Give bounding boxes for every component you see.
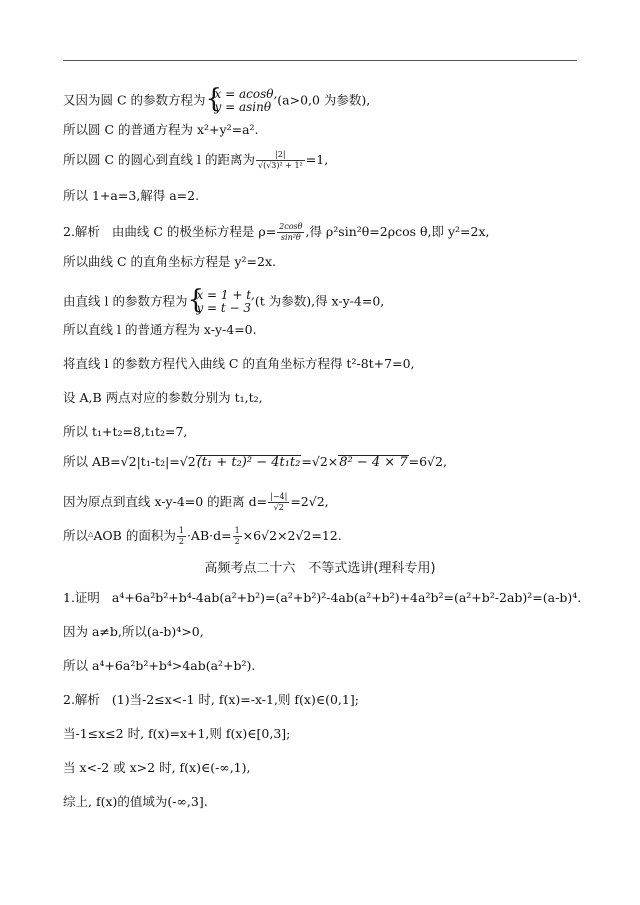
line-param-system	[187, 289, 254, 315]
p2-line10	[63, 526, 342, 547]
eq-y: y = t − 3	[196, 301, 252, 315]
text: ×6√2×2√2=12.	[242, 528, 342, 543]
p1-line3	[63, 150, 328, 171]
label: 2.解析	[63, 692, 100, 707]
text: AOB 的面积为	[93, 528, 176, 543]
text: =1,	[305, 152, 329, 167]
p2-line3	[63, 289, 384, 315]
p2-line1	[63, 222, 489, 243]
denominator: 2	[234, 537, 240, 546]
triangle-symbol: △	[88, 530, 94, 538]
p3-line1	[63, 591, 581, 605]
numerator: 1	[234, 526, 240, 535]
text: 所以	[63, 528, 89, 543]
p2-line9	[63, 492, 329, 513]
p2-line5: 将直线 l 的参数方程代入曲线 C 的直角坐标方程得 t²-8t+7=0,	[63, 356, 415, 371]
eq-x: { x = 1 + t,	[196, 288, 255, 302]
p2-line4: 所以直线 l 的普通方程为 x-y-4=0.	[63, 322, 257, 337]
eq-y: y = asinθ	[214, 100, 272, 114]
text: 因为原点到直线 x-y-4=0 的距离 d=	[63, 494, 268, 509]
section-title: 高频考点二十六 不等式选讲(理科专用)	[204, 561, 436, 576]
p3-line2: 因为 a≠b,所以(a-b)⁴>0,	[63, 624, 204, 639]
p2-line6: 设 A,B 两点对应的参数分别为 t₁,t₂,	[63, 390, 263, 405]
text: =6√2,	[408, 454, 447, 469]
p4-line2: 当-1≤x≤2 时, f(x)=x+1,则 f(x)∈[0,3];	[63, 726, 291, 741]
text: =√2×	[301, 454, 339, 469]
p1-line4: 所以 1+a=3,解得 a=2.	[63, 188, 200, 203]
denominator: sin²θ	[277, 232, 304, 243]
p4-line3: 当 x<-2 或 x>2 时, f(x)∈(-∞,1),	[63, 760, 251, 775]
numerator: |2|	[275, 150, 286, 159]
denominator: 2	[178, 537, 184, 546]
distance-fraction	[256, 150, 305, 171]
text: (1)当-2≤x<-1 时, f(x)=-x-1,则 f(x)∈(0,1];	[111, 692, 359, 707]
p2-line2: 所以曲线 C 的直角坐标方程是 y²=2x.	[63, 254, 277, 269]
text: =2√2,	[290, 494, 329, 509]
denominator: √2	[268, 502, 289, 513]
eq-x: { x = acosθ,	[214, 87, 278, 101]
label: 1.证明	[63, 590, 100, 605]
text: 所以圆 C 的圆心到直线 l 的距离为	[63, 152, 255, 167]
numerator: 2cosθ	[279, 222, 303, 231]
half-fraction	[233, 526, 242, 547]
numerator: 1	[178, 526, 184, 535]
denominator: √(√3)² + 1²	[257, 161, 303, 170]
text: ,得 ρ²sin²θ=2ρcos θ,即 y²=2x,	[305, 224, 490, 239]
text: (a>0,0 为参数),	[277, 92, 371, 108]
rho-fraction	[277, 222, 304, 243]
text: ·AB·d=	[186, 528, 232, 543]
text: (t 为参数),得 x-y-4=0,	[254, 293, 385, 309]
param-system	[206, 88, 278, 114]
text: a⁴+6a²b²+b⁴-4ab(a²+b²)=(a²+b²)²-4ab(a²+b²)+4a²b²=(a²+b²-2ab)²=(a-b)⁴.	[111, 590, 582, 605]
text: 所以 AB=√2|t₁-t₂|=√2	[63, 454, 196, 469]
p4-line4: 综上, f(x)的值域为(-∞,3].	[63, 794, 208, 809]
header-rule	[63, 60, 577, 61]
p2-line8	[63, 455, 447, 470]
p1-line1	[63, 88, 370, 114]
p1-line2: 所以圆 C 的普通方程为 x²+y²=a².	[63, 122, 259, 137]
sqrt-expression: (t₁ + t₂)² − 4t₁t₂	[196, 455, 301, 470]
p2-line7: 所以 t₁+t₂=8,t₁t₂=7,	[63, 424, 188, 439]
p4-line1	[63, 693, 359, 707]
sqrt-expression: 8² − 4 × 7	[339, 455, 408, 470]
text: 由直线 l 的参数方程为	[63, 293, 188, 309]
numerator: |−4|	[270, 492, 288, 501]
text: 又因为圆 C 的参数方程为	[63, 92, 206, 108]
p3-line3: 所以 a⁴+6a²b²+b⁴>4ab(a²+b²).	[63, 658, 256, 673]
label: 2.解析	[63, 224, 100, 239]
d-fraction	[268, 492, 289, 513]
half-fraction	[177, 526, 186, 547]
text: 由曲线 C 的极坐标方程是 ρ=	[111, 224, 277, 239]
